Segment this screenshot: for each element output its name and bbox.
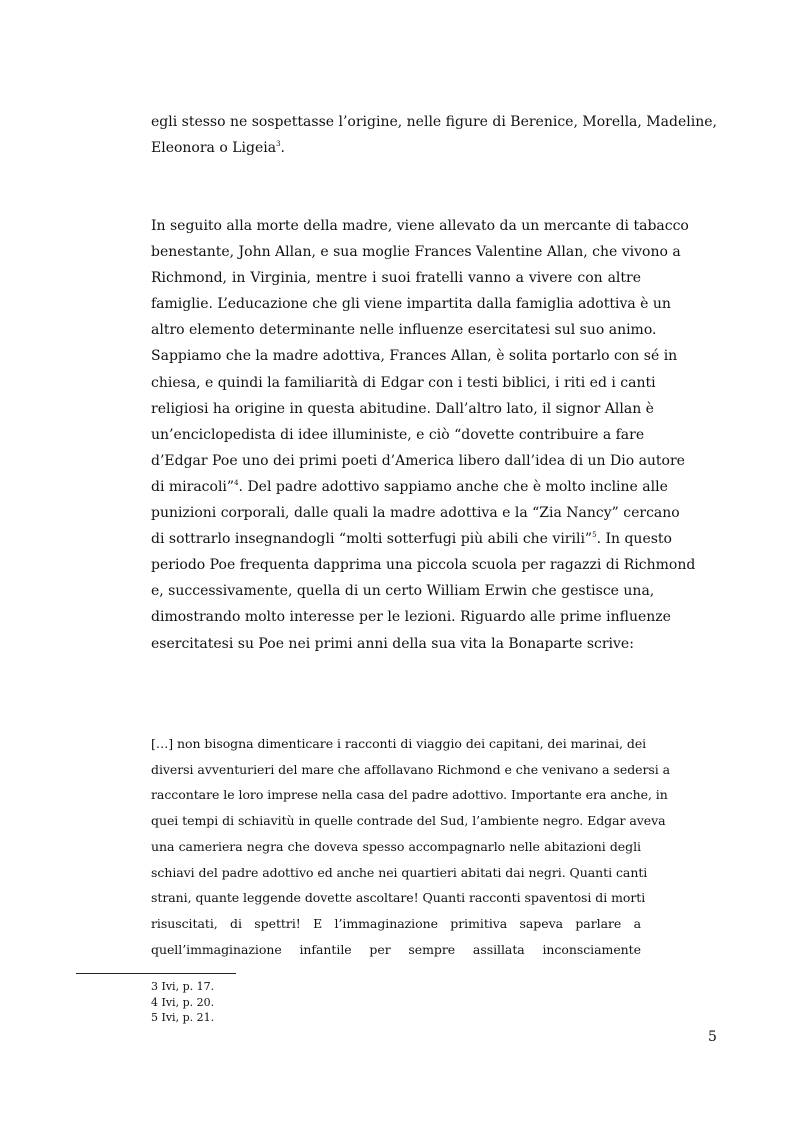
text-line: chiesa, e quindi la familiarità di Edgar con i testi biblici, i riti ed i canti [151, 374, 656, 391]
text-line: periodo Poe frequenta dapprima una piccola scuola per ragazzi di Richmond [151, 557, 696, 574]
footnote-ref-4[interactable]: 4 [234, 478, 239, 487]
text-fragment: . In questo [596, 531, 672, 548]
text-line: famiglie. L’educazione che gli viene impartita dalla famiglia adottiva è un [151, 296, 671, 313]
text-fragment: di miracoli” [151, 478, 235, 495]
quote-line: risuscitati, di spettri! E l’immaginazione primitiva sapeva parlare a [151, 915, 641, 931]
text-fragment: . Del padre adottivo sappiamo anche che è molto incline alle [238, 478, 668, 495]
text-line [151, 474, 668, 500]
text-line: dimostrando molto interesse per le lezioni. Riguardo alle prime influenze [151, 609, 671, 626]
text-fragment: . [280, 140, 285, 156]
text-fragment: di sottrarlo insegnandogli “molti sotterfugi più abili che virili” [151, 531, 593, 548]
text-line [151, 526, 672, 552]
text-line: esercitatesi su Poe nei primi anni della sua vita la Bonaparte scrive: [151, 635, 634, 652]
footnote-ref-5[interactable]: 5 [592, 531, 597, 540]
quote-line: strani, quante leggende dovette ascoltare! Quanti racconti spaventosi di morti [151, 890, 646, 906]
quote-line: schiavi del padre adottivo ed anche nei quartieri abitati dai negri. Quanti canti [151, 864, 648, 880]
text-line: Sappiamo che la madre adottiva, Frances Allan, è solita portarlo con sé in [151, 348, 678, 365]
text-line [151, 135, 641, 161]
footnote-separator [76, 973, 236, 974]
text-line: benestante, John Allan, e sua moglie Frances Valentine Allan, che vivono a [151, 244, 681, 261]
footnote-5: 5 Ivi, p. 21. [151, 1011, 215, 1024]
page-number: 5 [708, 1029, 717, 1045]
paragraph-continuation [151, 109, 717, 161]
quote-line: diversi avventurieri del mare che affollavano Richmond e che venivano a sedersi a [151, 761, 671, 777]
footnote-4: 4 Ivi, p. 20. [151, 995, 215, 1009]
footnotes [151, 979, 214, 1026]
paragraph-body [151, 213, 696, 657]
text-line: e, successivamente, quella di un certo William Erwin che gestisce una, [151, 583, 655, 600]
text-line: In seguito alla morte della madre, viene allevato da un mercante di tabacco [151, 218, 689, 234]
text-line: egli stesso ne sospettasse l’origine, nelle figure di Berenice, Morella, Madeline, [151, 114, 717, 130]
text-line: d’Edgar Poe uno dei primi poeti d’America libero dall’idea di un Dio autore [151, 452, 685, 469]
text-fragment: Eleonora o Ligeia [151, 140, 277, 156]
footnote-ref-3[interactable]: 3 [276, 140, 281, 148]
text-line: altro elemento determinante nelle influenze esercitatesi sul suo animo. [151, 322, 657, 339]
quote-line: quei tempi di schiavitù in quelle contrade del Sud, l’ambiente negro. Edgar aveva [151, 813, 666, 829]
text-line: Richmond, in Virginia, mentre i suoi fratelli vanno a vivere con altre [151, 270, 641, 287]
text-line: punizioni corporali, dalle quali la madre adottiva e la “Zia Nancy” cercano [151, 505, 680, 522]
footnote-3: 3 Ivi, p. 17. [151, 980, 215, 993]
quote-line: quell’immaginazione infantile per sempre assillata inconsciamente [151, 941, 641, 957]
quote-line: […] non bisogna dimenticare i racconti di viaggio dei capitani, dei marinai, dei [151, 736, 647, 751]
quote-line: raccontare le loro imprese nella casa del padre adottivo. Importante era anche, in [151, 787, 668, 803]
text-line: un’enciclopedista di idee illuministe, e ciò “dovette contribuire a fare [151, 426, 645, 443]
block-quote [151, 731, 671, 962]
text-line: religiosi ha origine in questa abitudine. Dall’altro lato, il signor Allan è [151, 400, 654, 417]
quote-line: una cameriera negra che doveva spesso accompagnarlo nelle abitazioni degli [151, 838, 641, 854]
